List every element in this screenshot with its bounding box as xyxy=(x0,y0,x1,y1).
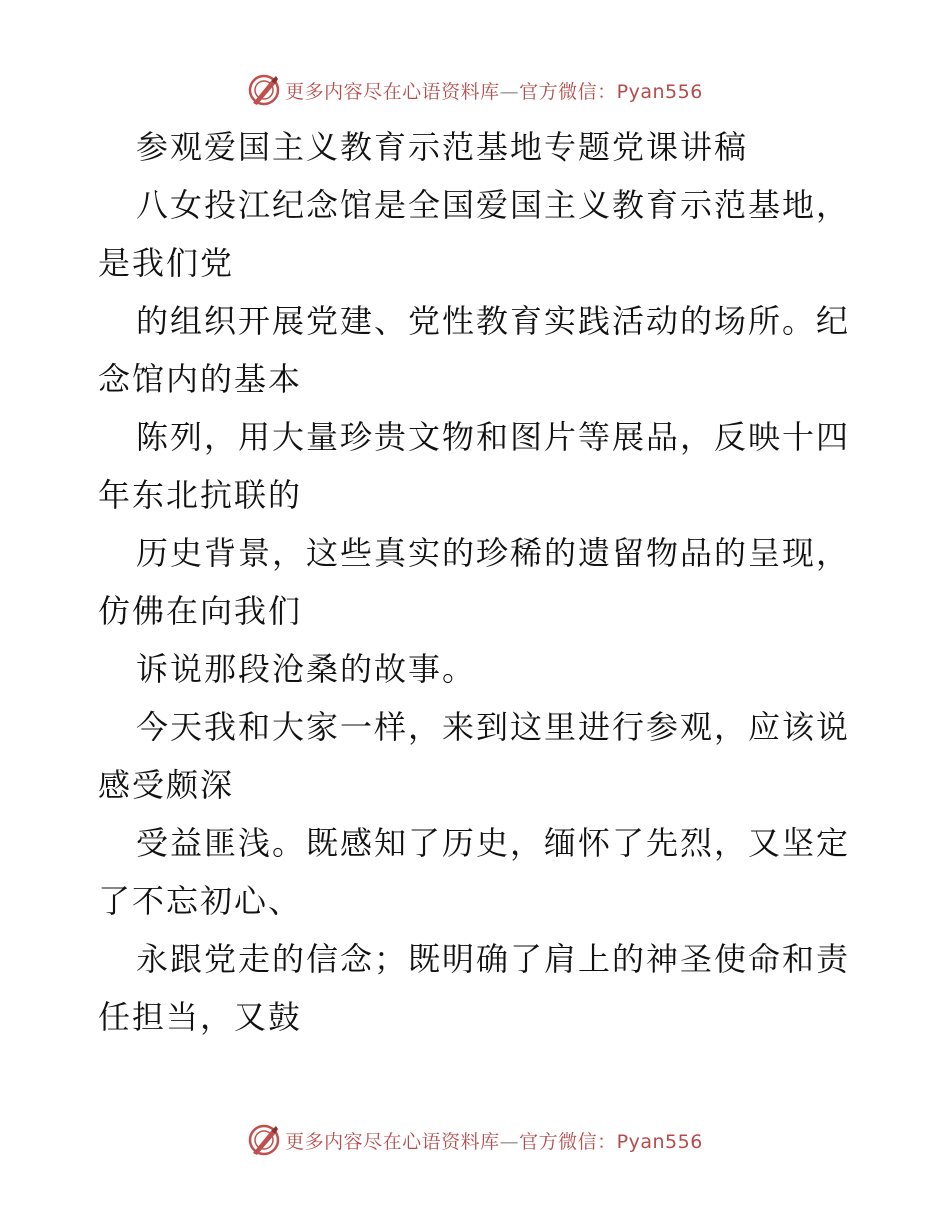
banner-dash: — xyxy=(499,80,520,103)
banner-wechat: 官方微信：Pyan556 xyxy=(519,1130,703,1153)
text-line: 的组织开展党建、党性教育实践活动的场所。纪 xyxy=(136,302,851,340)
text-line: 历史背景，这些真实的珍稀的遗留物品的呈现， xyxy=(136,534,851,572)
header-banner xyxy=(0,70,950,110)
text-line: 永跟党走的信念；既明确了肩上的神圣使命和责 xyxy=(136,940,851,978)
document-body xyxy=(98,118,858,1046)
text-line: 八女投江纪念馆是全国爱国主义教育示范基地， xyxy=(136,186,851,224)
banner-brand: 更多内容尽在心语资料库 xyxy=(285,1130,500,1153)
banner-brand: 更多内容尽在心语资料库 xyxy=(285,80,500,103)
text-line: 受益匪浅。既感知了历史，缅怀了先烈，又坚定 xyxy=(136,824,851,862)
banner-text xyxy=(285,77,703,104)
text-line: 念馆内的基本 xyxy=(98,360,303,398)
text-line: 是我们党 xyxy=(98,244,235,282)
text-line: 感受颇深 xyxy=(98,766,235,804)
quill-pen-seal-icon xyxy=(247,1123,281,1157)
text-line: 仿佛在向我们 xyxy=(98,592,303,630)
text-line: 陈列，用大量珍贵文物和图片等展品，反映十四 xyxy=(136,418,851,456)
text-line: 了不忘初心、 xyxy=(98,882,303,920)
quill-pen-seal-icon xyxy=(247,73,281,107)
document-title: 参观爱国主义教育示范基地专题党课讲稿 xyxy=(136,128,749,166)
text-line: 诉说那段沧桑的故事。 xyxy=(136,650,477,688)
footer-banner xyxy=(0,1120,950,1160)
text-line: 年东北抗联的 xyxy=(98,476,303,514)
banner-wechat: 官方微信：Pyan556 xyxy=(519,80,703,103)
text-line: 今天我和大家一样，来到这里进行参观，应该说 xyxy=(136,708,851,746)
banner-text xyxy=(285,1127,703,1154)
text-line: 任担当，又鼓 xyxy=(98,998,303,1036)
banner-dash: — xyxy=(499,1130,520,1153)
